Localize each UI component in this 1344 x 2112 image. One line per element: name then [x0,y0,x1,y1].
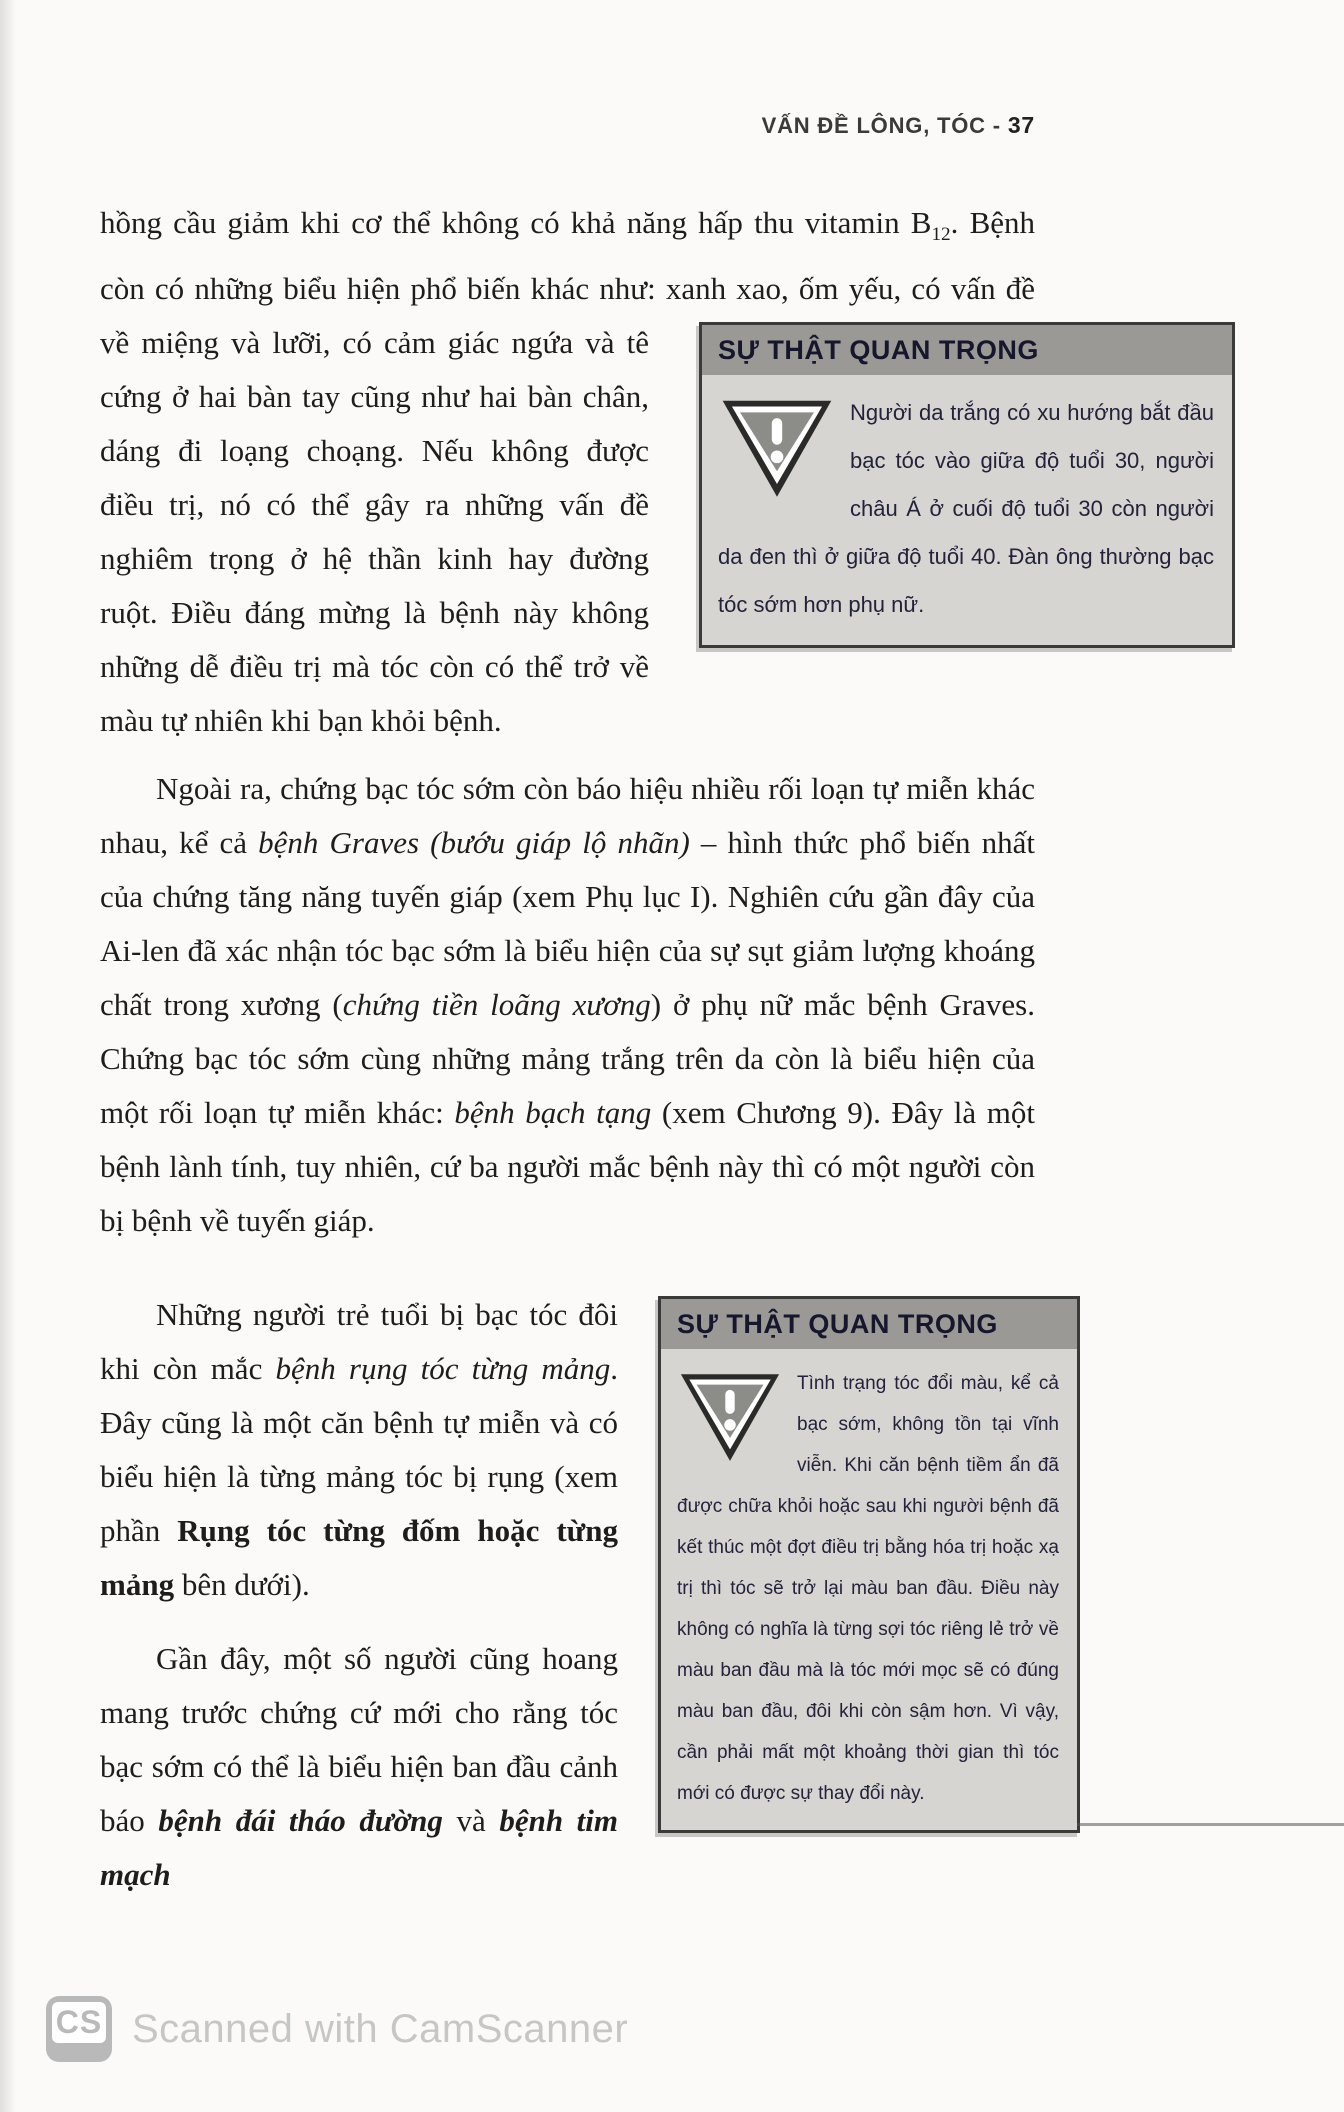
paragraph-2-text: ) ở phụ nữ mắc bệnh Graves. Chứng bạc tóc sớm cùng những mảng trắng trên da còn là biểu hiện của một rối loạn tự miễn khác: [100,987,1035,1131]
camscanner-watermark [46,1996,628,2062]
page-number: 37 [1007,112,1035,138]
term-tien-loang-xuong: chứng tiền loãng xương [342,987,651,1023]
fact-box-1-body [702,375,1232,645]
paragraph-1-text-continued: . Bệnh còn có những biểu hiện phổ biến khác như: xanh xao, ốm yếu, [100,205,1035,307]
paragraph-4-text: Gần đây, một số người cũng hoang mang trước chứng cứ mới cho rằng tóc bạc sớm có thể là biểu hiện ban đầu cảnh báo [100,1641,618,1839]
paragraph-1 [100,196,1214,748]
cross-reference-bold: Rụng tóc từng đốm hoặc từng mảng [100,1513,618,1603]
fact-box-1-title: SỰ THẬT QUAN TRỌNG [702,325,1232,375]
page-body [100,0,1214,1902]
fact-box-1-text: Người da trắng có xu hướng bắt đầu bạc tóc vào giữa độ tuổi 30, người châu Á ở cuối độ tuổi 30 còn người da đen thì ở giữa độ tuổi 40. Đàn ông thường bạc tóc sớm hơn phụ nữ. [718,400,1214,618]
vitamin-b12-subscript: 12 [931,224,951,246]
camscanner-logo-icon [46,1996,112,2062]
watermark-text: Scanned with CamScanner [132,2006,629,2051]
paragraph-2-text: (xem Chương 9). Đây là một bệnh lành tính, tuy nhiên, cứ ba người mắc bệnh này thì có một người còn bị bệnh về tuyến giáp. [100,1095,1035,1239]
paragraph-1-text: hồng cầu giảm khi cơ thể không có khả năng hấp thu vitamin B [100,205,932,240]
paragraph-2 [100,762,1035,1248]
page-header [762,112,1035,139]
warning-triangle-icon [677,1369,783,1463]
paragraph-2-text: – hình thức phổ biến nhất của chứng tăng năng tuyến giáp (xem Phụ lục I). Nghiên cứu gần đây của Ai-len đã xác nhận tóc bạc sớm là biểu hiện của sự sụt giảm lượng khoáng chất trong xương ( [100,825,1035,1023]
paragraph-3-text: Những người trẻ tuổi bị bạc tóc đôi khi còn mắc [100,1297,618,1387]
term-benh-bach-tang: bệnh bạch tạng [454,1095,652,1131]
paragraph-3-text: . Đây cũng là một căn bệnh tự miễn và có biểu hiện là từng mảng tóc bị rụng (xem phần [100,1351,618,1549]
paragraph-3-text: bên dưới). [174,1567,310,1603]
fact-box-1 [699,322,1235,648]
paragraph-1-wrap-text: có vấn đề về miệng và lưỡi, có cảm giác ngứa và tê cứng ở hai bàn tay cũng như hai bàn chân, dáng đi loạng choạng. Nếu không được điều trị, nó có thể gây ra những vấn đề nghiêm trọng ở hệ thần kinh hay đường ruột. Điều đáng mừng là bệnh này không những dễ điều trị mà tóc còn có thể trở về màu tự nhiên khi bạn khỏi bệnh. [100,271,1036,739]
fact-box-2-text: Tình trạng tóc đổi màu, kể cả bạc sớm, không tồn tại vĩnh viễn. Khi căn bệnh tiềm ẩn đã được chữa khỏi hoặc sau khi người bệnh đã kết thúc một đợt điều trị bằng hóa trị hoặc xạ trị thì tóc sẽ trở lại màu ban đầu. Điều này không có nghĩa là từng sợi tóc riêng lẻ trở về màu ban đầu mà là tóc mới mọc sẽ có đúng màu ban đầu, đôi khi còn sậm hơn. Vì vậy, cần phải mất một khoảng thời gian thì tóc mới có được sự thay đổi này. [677,1373,1059,1805]
section-title: VẤN ĐỀ LÔNG, TÓC [761,113,986,138]
paragraph-4-text: và [442,1803,500,1839]
fact-box-2 [658,1296,1080,1833]
term-tim-mach: bệnh tim mạch [100,1803,618,1893]
term-benh-graves: bệnh Graves (bướu giáp lộ nhãn) [258,825,690,861]
cs-logo-text: CS [52,2002,106,2043]
fact-box-2-title: SỰ THẬT QUAN TRỌNG [661,1299,1077,1349]
header-separator: - [985,113,1008,138]
paragraph-2-text: Ngoài ra, chứng bạc tóc sớm còn báo hiệu nhiều rối loạn tự miễn khác nhau, kể cả [100,771,1035,861]
fact-box-2-body [661,1349,1077,1830]
term-rung-toc-tung-mang: bệnh rụng tóc từng mảng [275,1351,611,1387]
term-dai-thao-duong: bệnh đái tháo đường [158,1803,443,1839]
warning-triangle-icon [718,395,836,499]
